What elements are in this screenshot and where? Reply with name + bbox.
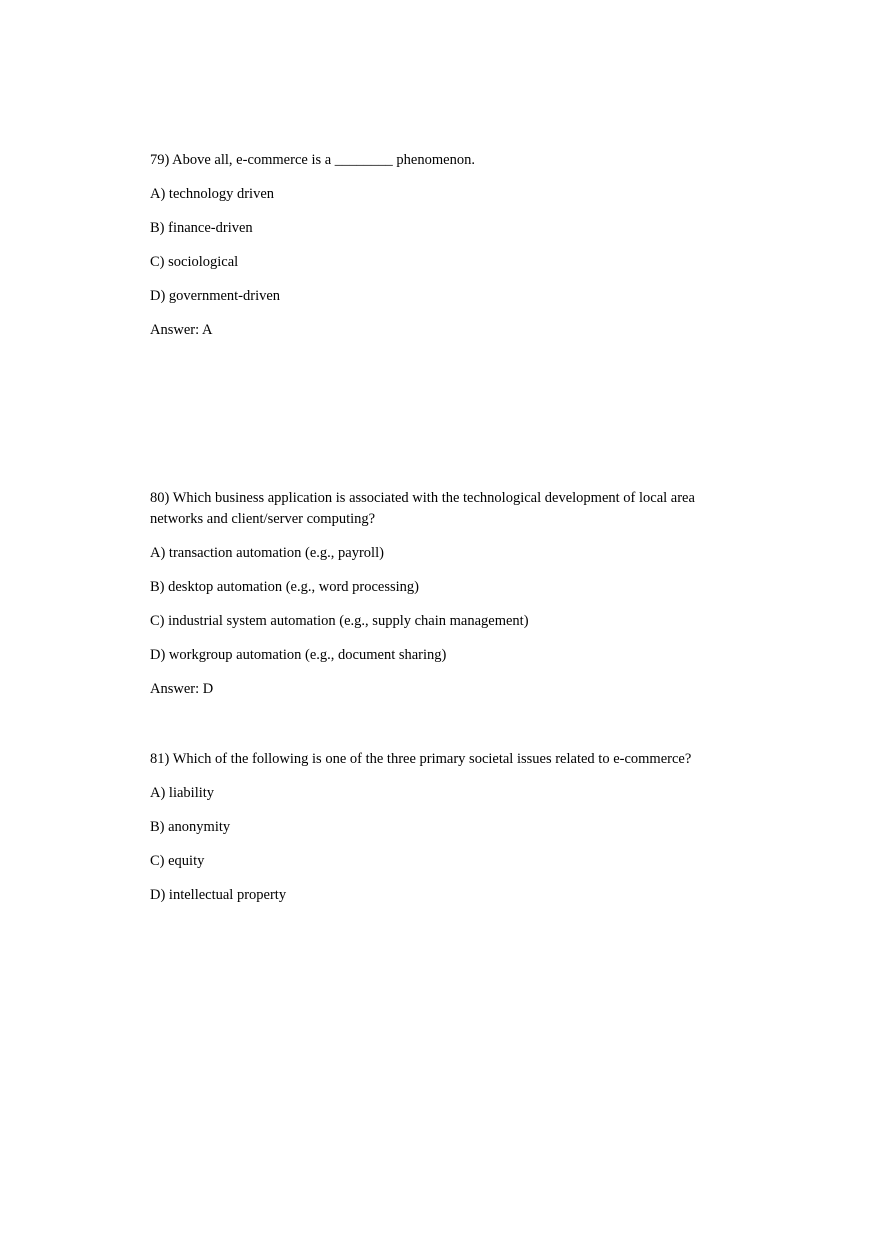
question-80 [150,488,730,700]
option-c: C) industrial system automation (e.g., supply chain management) [150,613,529,629]
question-stem: 79) Above all, e-commerce is a ________ phenomenon. [150,152,475,168]
option-b: B) anonymity [150,819,231,835]
option-a: A) transaction automation (e.g., payroll) [150,545,384,561]
option-b: B) finance-driven [150,220,253,236]
question-stem: 80) Which business application is associated with the technological development of local area networks and client/server computing? [150,490,695,527]
option-c: C) sociological [150,254,239,270]
question-79 [150,150,730,341]
question-81 [150,749,730,906]
answer-line: Answer: A [150,322,213,338]
option-d: D) government-driven [150,288,281,304]
option-a: A) liability [150,785,215,801]
option-d: D) intellectual property [150,887,287,903]
option-a: A) technology driven [150,186,275,202]
question-stem: 81) Which of the following is one of the three primary societal issues related to e-commerce? [150,751,692,767]
option-d: D) workgroup automation (e.g., document sharing) [150,647,447,663]
option-b: B) desktop automation (e.g., word processing) [150,579,420,595]
answer-line: Answer: D [150,681,214,697]
option-c: C) equity [150,853,205,869]
